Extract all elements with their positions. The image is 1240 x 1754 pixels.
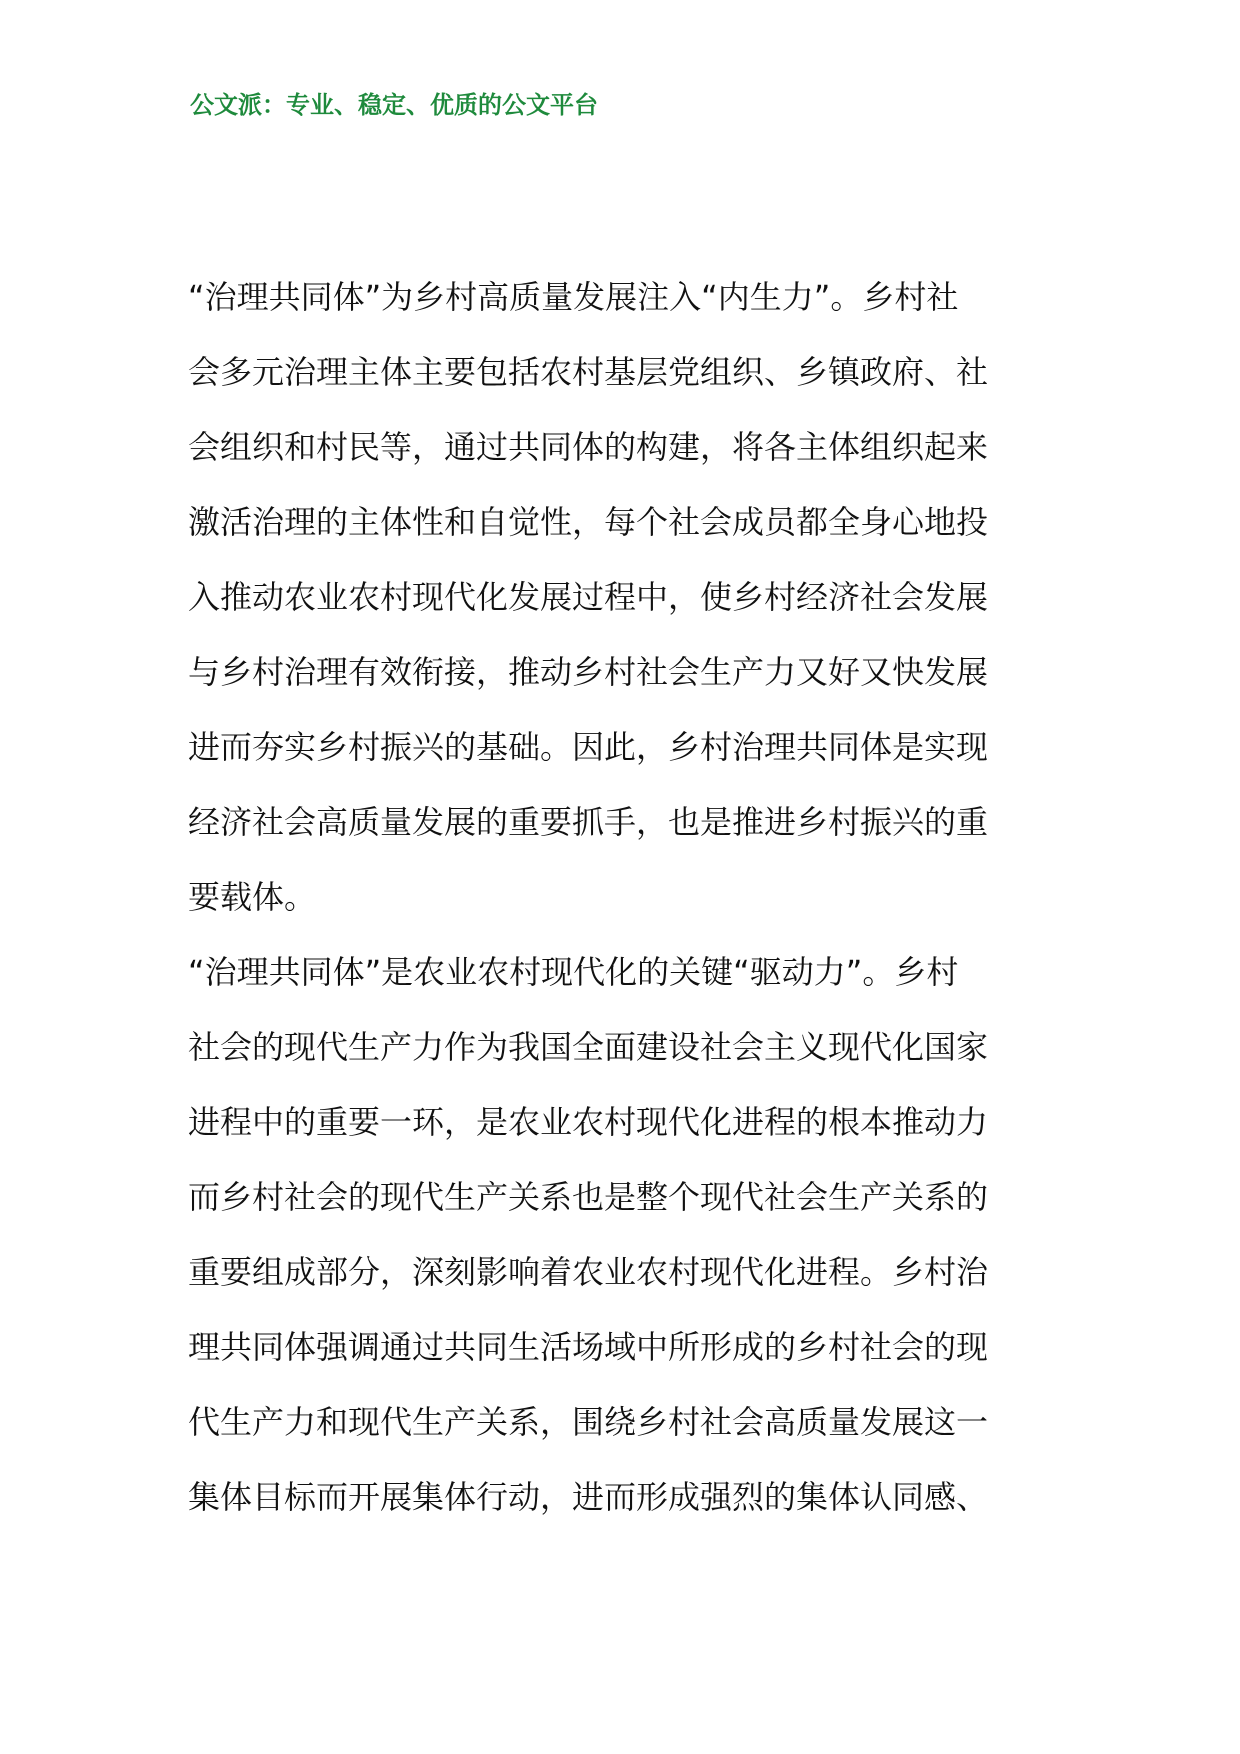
paragraph-line: 经济社会高质量发展的重要抓手，也是推进乡村振兴的重 <box>188 803 989 841</box>
paragraph-line: 要载体。 <box>188 878 317 916</box>
paragraph-line: 代生产力和现代生产关系，围绕乡村社会高质量发展这一 <box>188 1403 989 1441</box>
paragraph-line: 社会的现代生产力作为我国全面建设社会主义现代化国家 <box>188 1028 989 1066</box>
paragraph-line: 而乡村社会的现代生产关系也是整个现代社会生产关系的 <box>188 1178 989 1216</box>
paragraph-line: “治理共同体”是农业农村现代化的关键“驱动力”。乡村 <box>188 953 959 991</box>
paragraph-line: 集体目标而开展集体行动，进而形成强烈的集体认同感、 <box>188 1478 989 1516</box>
paragraph-line: 会多元治理主体主要包括农村基层党组织、乡镇政府、社 <box>188 353 989 391</box>
document-body <box>188 260 1068 1535</box>
paragraph-line: 重要组成部分，深刻影响着农业农村现代化进程。乡村治 <box>188 1253 989 1291</box>
header-slogan: 公文派：专业、稳定、优质的公文平台 <box>190 90 598 119</box>
paragraph-line: 与乡村治理有效衔接，推动乡村社会生产力又好又快发展 <box>188 653 989 691</box>
paragraph-line: 激活治理的主体性和自觉性，每个社会成员都全身心地投 <box>188 503 989 541</box>
paragraph-line: 理共同体强调通过共同生活场域中所形成的乡村社会的现 <box>188 1328 989 1366</box>
paragraph-line: 进而夯实乡村振兴的基础。因此，乡村治理共同体是实现 <box>188 728 989 766</box>
paragraph-line: 入推动农业农村现代化发展过程中，使乡村经济社会发展 <box>188 578 989 616</box>
paragraph-2 <box>188 935 1068 1535</box>
paragraph-1 <box>188 260 1068 935</box>
paragraph-line: 会组织和村民等，通过共同体的构建，将各主体组织起来 <box>188 428 989 466</box>
paragraph-line: “治理共同体”为乡村高质量发展注入“内生力”。乡村社 <box>188 278 959 316</box>
paragraph-line: 进程中的重要一环，是农业农村现代化进程的根本推动力 <box>188 1103 989 1141</box>
